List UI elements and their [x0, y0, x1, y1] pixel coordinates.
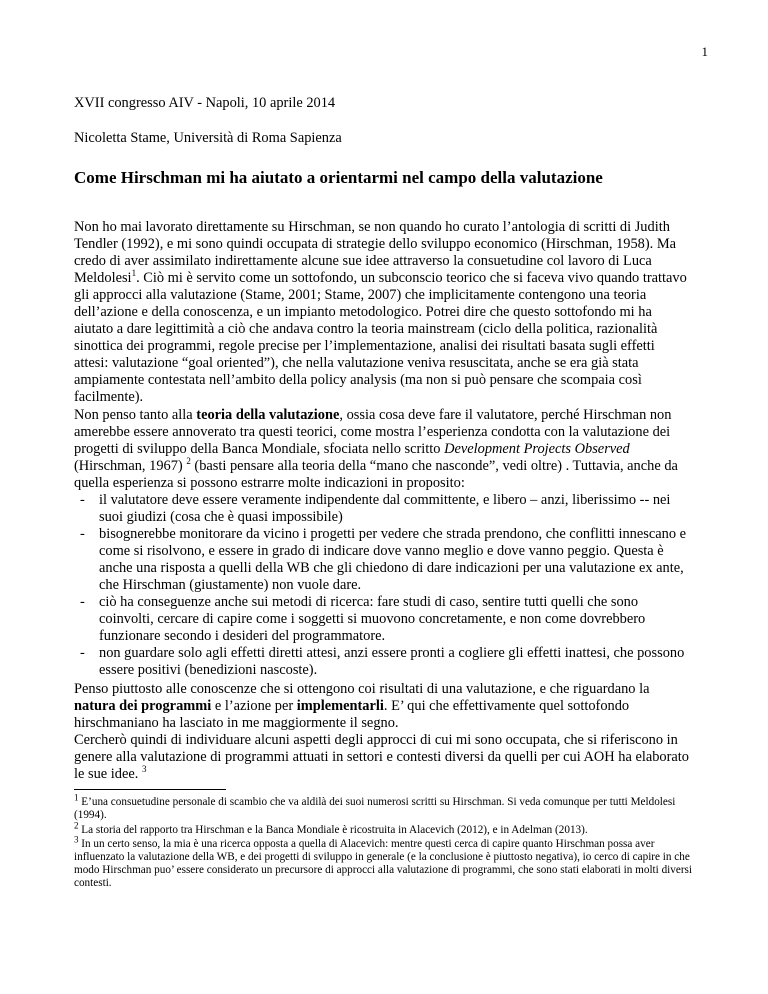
- footnote-1: [74, 792, 700, 822]
- paragraph-4-text-a: Cercherò quindi di individuare alcuni aspetti degli approcci di cui mi sono occupata, che si riferiscono in genere alla valutazione di programmi attuati in settori e contesti diversi da quelli per cui AOH ha elaborato le sue idee.: [74, 732, 689, 782]
- footnote-2: [74, 820, 700, 837]
- paragraph-2: [74, 407, 692, 679]
- footnote-3-text: In un certo senso, la mia è una ricerca opposta a quella di Alacevich: mentre questi cerca di capire quanto Hirschman possa aver influenzato la valutazione della WB, e dei progetti di sviluppo in generale (e la conclusione è piuttosto negativa), io cerco di capire in che modo Hirschman puo’ essere considerato un precursore di approcci alla valutazione di programmi, che sono stati elaborati in molti diversi contesti.: [74, 838, 693, 889]
- footnote-ref-2: 2: [186, 456, 191, 467]
- paragraph-2-bold: teoria della valutazione: [196, 407, 340, 423]
- paragraph-2-text-b: , ossia cosa deve fare il valutatore, perché Hirschman non amerebbe essere annoverato tra questi teorici, come mostra l’esperienza condotta con la valutazione dei progetti di sviluppo della Banca Mondiale, sfociata nello scritto: [74, 407, 672, 457]
- paragraph-1-text-b: . Ciò mi è servito come un sottofondo, un subconscio teorico che si faceva vivo quando trattavo gli approcci alla valutazione (Stame, 2001; Stame, 2007) che implicitamente contengono una teoria dell’azione e della conoscenza, e un impianto metodologico. Potrei dire che questo sottofondo mi ha aiutato a dare legittimità a ciò che andava contro la teoria mainstream (ciclo della politica, razionalità sinottica dei programmi, regole precise per l’implementazione, analisi dei risultati basata sugli effetti attesi: valutazione “goal oriented”), che nella valutazione veniva resuscitata, anche se era già stata ampiamente contestata nell’ambito della policy analysis (ma non si può pensare che scompaia così facilmente).: [74, 270, 687, 405]
- paragraph-3-text-c: . E’ qui che effettivamente quel sottofondo hirschmaniano ha lasciato in me maggiormente il segno.: [74, 698, 630, 731]
- paragraph-4: [74, 732, 692, 783]
- document-title: Come Hirschman mi ha aiutato a orientarmi nel campo della valutazione: [74, 168, 603, 187]
- footnote-2-number: 2: [74, 820, 79, 831]
- footnote-ref-3: 3: [141, 764, 147, 775]
- paragraph-3-bold-1: natura dei programmi: [74, 698, 212, 714]
- footnote-3-number: 3: [74, 834, 79, 845]
- author-line: Nicoletta Stame, Università di Roma Sapienza: [74, 130, 342, 146]
- paragraph-2-text-a: Non penso tanto alla: [74, 407, 197, 423]
- list-item: - ciò ha conseguenze anche sui metodi di ricerca: fare studi di caso, sentire tutti quelli che sono coinvolti, cercare di capire come i soggetti si muovono concretamente, e non come dovrebbero funzionare secondo i desideri del programmatore.: [74, 594, 692, 645]
- paragraph-3-bold-2: implementarli: [296, 698, 384, 714]
- paragraph-3-text-a: Penso piuttosto alle conoscenze che si ottengono coi risultati di una valutazione, e che riguardano la: [74, 681, 650, 697]
- list-item: - bisognerebbe monitorare da vicino i progetti per vedere che strada prendono, che conflitti innescano e come si risolvono, e essere in grado di indicare dove vanno meglio e dove vanno peggio. Questa è anche una risposta a quelli della WB che gli chiedono di dare indicazioni per una valutazione ex ante, che Hirschman (giustamente) non vuole dare.: [74, 526, 692, 594]
- page-number: 1: [701, 44, 708, 59]
- conference-line: XVII congresso AIV - Napoli, 10 aprile 2014: [74, 95, 336, 111]
- footnote-1-number: 1: [74, 792, 79, 803]
- paragraph-2-text-c: (Hirschman, 1967): [74, 458, 187, 474]
- list-item: - non guardare solo agli effetti diretti attesi, anzi essere pronti a cogliere gli effetti inattesi, che possono essere positivi (benedizioni nascoste).: [74, 645, 692, 679]
- paragraph-1: [74, 219, 692, 406]
- paragraph-2-italic-title: Development Projects Observed: [444, 441, 630, 457]
- paragraph-3-text-b: e l’azione per: [211, 698, 297, 714]
- paragraph-2-text-d: (basti pensare alla teoria della “mano che nasconde”, vedi oltre) . Tuttavia, anche da quella esperienza si possono estrarre molte indicazioni in proposito:: [74, 458, 678, 491]
- list-item: - il valutatore deve essere veramente indipendente dal committente, e libero – anzi, liberissimo -- nei suoi giudizi (cosa che è quasi impossibile): [74, 492, 692, 526]
- footnote-2-text: La storia del rapporto tra Hirschman e la Banca Mondiale è ricostruita in Alacevich (2012), e in Adelman (2013).: [78, 824, 588, 836]
- paragraph-3: [74, 681, 692, 732]
- footnote-ref-1: 1: [131, 268, 137, 279]
- paragraph-1-text-a: Non ho mai lavorato direttamente su Hirschman, se non quando ho curato l’antologia di scritti di Judith Tendler (1992), e mi sono quindi occupata di strategie dello sviluppo economico (Hirschman, 1958). Ma credo di aver assimilato indirettamente alcune sue idee attraverso la consuetudine col lavoro di Luca Meldolesi: [74, 219, 677, 286]
- footnote-3: [74, 834, 700, 890]
- footnote-1-text: E’una consuetudine personale di scambio che va aldilà dei suoi numerosi scritti su Hirschman. Si veda comunque per tutti Meldolesi (1994).: [74, 796, 676, 821]
- bullet-list: [74, 492, 692, 679]
- footnote-separator: [74, 789, 226, 790]
